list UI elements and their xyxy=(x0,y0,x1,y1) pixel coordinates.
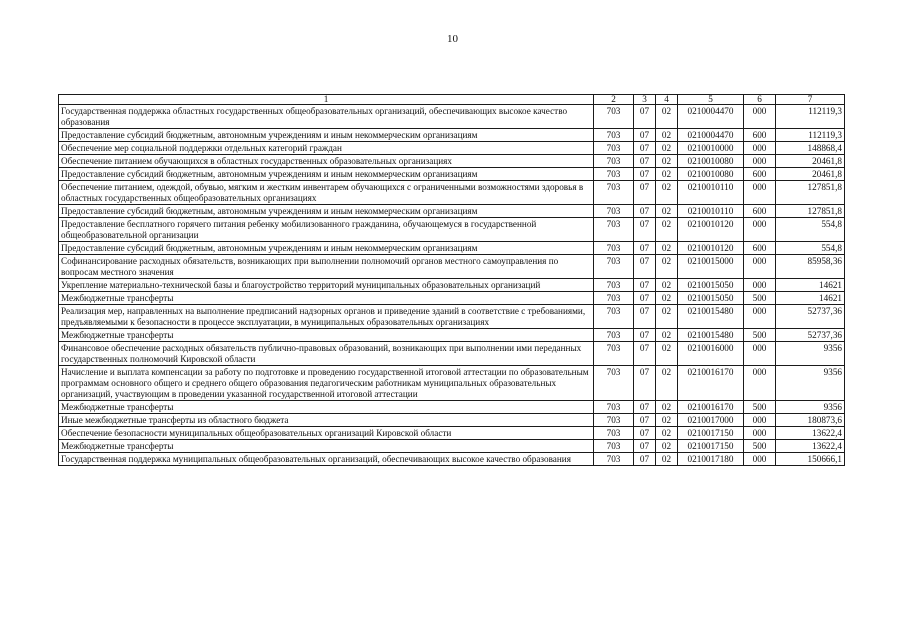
cell-amount: 14621 xyxy=(776,292,845,305)
cell-target-article: 0210010110 xyxy=(678,205,744,218)
table-row xyxy=(59,155,845,168)
cell-amount: 180873,6 xyxy=(776,414,845,427)
cell-expense-type: 600 xyxy=(744,129,776,142)
cell-subsection: 02 xyxy=(656,168,678,181)
cell-expense-type: 000 xyxy=(744,279,776,292)
cell-section: 07 xyxy=(634,305,656,329)
cell-target-article: 0210015050 xyxy=(678,292,744,305)
cell-amount: 85958,36 xyxy=(776,255,845,279)
cell-target-article: 0210010080 xyxy=(678,168,744,181)
cell-section: 07 xyxy=(634,129,656,142)
cell-name: Межбюджетные трансферты xyxy=(59,292,594,305)
table-row xyxy=(59,427,845,440)
budget-table xyxy=(58,94,845,466)
cell-amount: 148868,4 xyxy=(776,142,845,155)
cell-ministry-code: 703 xyxy=(594,181,634,205)
cell-expense-type: 000 xyxy=(744,142,776,155)
cell-expense-type: 000 xyxy=(744,414,776,427)
cell-section: 07 xyxy=(634,242,656,255)
cell-subsection: 02 xyxy=(656,218,678,242)
cell-target-article: 0210016000 xyxy=(678,342,744,366)
cell-ministry-code: 703 xyxy=(594,329,634,342)
cell-section: 07 xyxy=(634,105,656,129)
cell-section: 07 xyxy=(634,205,656,218)
table-row xyxy=(59,401,845,414)
cell-subsection: 02 xyxy=(656,279,678,292)
cell-ministry-code: 703 xyxy=(594,292,634,305)
cell-ministry-code: 703 xyxy=(594,255,634,279)
cell-expense-type: 000 xyxy=(744,305,776,329)
cell-section: 07 xyxy=(634,342,656,366)
table-row xyxy=(59,255,845,279)
table-row xyxy=(59,168,845,181)
cell-expense-type: 000 xyxy=(744,218,776,242)
cell-target-article: 0210016170 xyxy=(678,401,744,414)
cell-target-article: 0210016170 xyxy=(678,366,744,401)
cell-name: Предоставление субсидий бюджетным, автономным учреждениям и иным некоммерческим организациям xyxy=(59,129,594,142)
cell-amount: 127851,8 xyxy=(776,181,845,205)
cell-section: 07 xyxy=(634,427,656,440)
cell-amount: 13622,4 xyxy=(776,427,845,440)
table-row xyxy=(59,205,845,218)
cell-subsection: 02 xyxy=(656,401,678,414)
cell-amount: 20461,8 xyxy=(776,155,845,168)
cell-ministry-code: 703 xyxy=(594,366,634,401)
table-row xyxy=(59,329,845,342)
cell-name: Обеспечение мер социальной поддержки отдельных категорий граждан xyxy=(59,142,594,155)
cell-subsection: 02 xyxy=(656,181,678,205)
cell-subsection: 02 xyxy=(656,329,678,342)
cell-target-article: 0210010110 xyxy=(678,181,744,205)
cell-section: 07 xyxy=(634,453,656,466)
table-row xyxy=(59,342,845,366)
cell-amount: 112119,3 xyxy=(776,129,845,142)
cell-ministry-code: 703 xyxy=(594,414,634,427)
table-row xyxy=(59,142,845,155)
table-body xyxy=(59,105,845,466)
cell-expense-type: 500 xyxy=(744,292,776,305)
cell-target-article: 0210015000 xyxy=(678,255,744,279)
cell-ministry-code: 703 xyxy=(594,142,634,155)
table-row xyxy=(59,453,845,466)
header-col-3: 3 xyxy=(634,95,656,105)
cell-subsection: 02 xyxy=(656,427,678,440)
cell-name: Предоставление бесплатного горячего питания ребенку мобилизованного гражданина, обучающемуся в государственной общеобразовательной организации xyxy=(59,218,594,242)
cell-expense-type: 500 xyxy=(744,329,776,342)
cell-subsection: 02 xyxy=(656,105,678,129)
cell-ministry-code: 703 xyxy=(594,279,634,292)
cell-name: Укрепление материально-технической базы и благоустройство территорий муниципальных образовательных организаций xyxy=(59,279,594,292)
cell-section: 07 xyxy=(634,401,656,414)
cell-section: 07 xyxy=(634,414,656,427)
cell-target-article: 0210017150 xyxy=(678,440,744,453)
cell-section: 07 xyxy=(634,181,656,205)
cell-subsection: 02 xyxy=(656,292,678,305)
cell-expense-type: 600 xyxy=(744,205,776,218)
cell-subsection: 02 xyxy=(656,255,678,279)
cell-expense-type: 000 xyxy=(744,453,776,466)
table-row xyxy=(59,366,845,401)
cell-amount: 52737,36 xyxy=(776,305,845,329)
cell-name: Реализация мер, направленных на выполнение предписаний надзорных органов и приведение зданий в соответствие с требованиями, предъявляемыми к безопасности в процессе эксплуатации, в муниципальных образовательных организациях xyxy=(59,305,594,329)
cell-name: Предоставление субсидий бюджетным, автономным учреждениям и иным некоммерческим организациям xyxy=(59,205,594,218)
page-number: 10 xyxy=(447,33,458,45)
header-col-7: 7 xyxy=(776,95,845,105)
cell-section: 07 xyxy=(634,366,656,401)
cell-target-article: 0210017180 xyxy=(678,453,744,466)
cell-name: Межбюджетные трансферты xyxy=(59,329,594,342)
cell-amount: 9356 xyxy=(776,342,845,366)
cell-name: Обеспечение питанием обучающихся в областных государственных образовательных организациях xyxy=(59,155,594,168)
cell-amount: 127851,8 xyxy=(776,205,845,218)
cell-ministry-code: 703 xyxy=(594,401,634,414)
cell-target-article: 0210015480 xyxy=(678,329,744,342)
header-col-1: 1 xyxy=(59,95,594,105)
cell-ministry-code: 703 xyxy=(594,242,634,255)
cell-subsection: 02 xyxy=(656,205,678,218)
cell-subsection: 02 xyxy=(656,305,678,329)
cell-expense-type: 000 xyxy=(744,427,776,440)
cell-subsection: 02 xyxy=(656,142,678,155)
table-row xyxy=(59,414,845,427)
cell-amount: 9356 xyxy=(776,401,845,414)
cell-name: Государственная поддержка областных государственных общеобразовательных организаций, обеспечивающих высокое качество образования xyxy=(59,105,594,129)
cell-target-article: 0210010120 xyxy=(678,218,744,242)
table-row xyxy=(59,292,845,305)
cell-ministry-code: 703 xyxy=(594,129,634,142)
cell-subsection: 02 xyxy=(656,414,678,427)
cell-name: Государственная поддержка муниципальных общеобразовательных организаций, обеспечивающих высокое качество образования xyxy=(59,453,594,466)
cell-target-article: 0210010080 xyxy=(678,155,744,168)
cell-name: Обеспечение безопасности муниципальных общеобразовательных организаций Кировской области xyxy=(59,427,594,440)
cell-expense-type: 000 xyxy=(744,155,776,168)
cell-expense-type: 000 xyxy=(744,342,776,366)
cell-amount: 9356 xyxy=(776,366,845,401)
header-col-6: 6 xyxy=(744,95,776,105)
table-row xyxy=(59,105,845,129)
cell-section: 07 xyxy=(634,155,656,168)
cell-target-article: 0210015480 xyxy=(678,305,744,329)
cell-target-article: 0210010000 xyxy=(678,142,744,155)
cell-section: 07 xyxy=(634,292,656,305)
cell-amount: 14621 xyxy=(776,279,845,292)
cell-name: Предоставление субсидий бюджетным, автономным учреждениям и иным некоммерческим организациям xyxy=(59,242,594,255)
cell-section: 07 xyxy=(634,142,656,155)
table-row xyxy=(59,242,845,255)
cell-ministry-code: 703 xyxy=(594,218,634,242)
cell-name: Межбюджетные трансферты xyxy=(59,440,594,453)
header-col-2: 2 xyxy=(594,95,634,105)
cell-name: Межбюджетные трансферты xyxy=(59,401,594,414)
cell-expense-type: 000 xyxy=(744,105,776,129)
cell-amount: 13622,4 xyxy=(776,440,845,453)
cell-section: 07 xyxy=(634,329,656,342)
cell-expense-type: 500 xyxy=(744,401,776,414)
cell-expense-type: 000 xyxy=(744,181,776,205)
cell-section: 07 xyxy=(634,279,656,292)
cell-section: 07 xyxy=(634,218,656,242)
cell-name: Финансовое обеспечение расходных обязательств публично-правовых образований, возникающих при выполнении ими переданных государственных полномочий Кировской области xyxy=(59,342,594,366)
cell-target-article: 0210004470 xyxy=(678,129,744,142)
cell-amount: 554,8 xyxy=(776,242,845,255)
cell-expense-type: 600 xyxy=(744,242,776,255)
cell-section: 07 xyxy=(634,255,656,279)
cell-subsection: 02 xyxy=(656,440,678,453)
table-row xyxy=(59,218,845,242)
cell-target-article: 0210010120 xyxy=(678,242,744,255)
cell-ministry-code: 703 xyxy=(594,105,634,129)
cell-expense-type: 600 xyxy=(744,168,776,181)
cell-ministry-code: 703 xyxy=(594,440,634,453)
cell-target-article: 0210017000 xyxy=(678,414,744,427)
cell-name: Предоставление субсидий бюджетным, автономным учреждениям и иным некоммерческим организациям xyxy=(59,168,594,181)
cell-amount: 150666,1 xyxy=(776,453,845,466)
cell-expense-type: 500 xyxy=(744,440,776,453)
header-row xyxy=(59,95,845,105)
cell-ministry-code: 703 xyxy=(594,427,634,440)
cell-subsection: 02 xyxy=(656,342,678,366)
table-row xyxy=(59,129,845,142)
cell-ministry-code: 703 xyxy=(594,342,634,366)
cell-section: 07 xyxy=(634,168,656,181)
cell-ministry-code: 703 xyxy=(594,168,634,181)
cell-subsection: 02 xyxy=(656,453,678,466)
cell-name: Обеспечение питанием, одеждой, обувью, мягким и жестким инвентарем обучающихся с ограниченными возможностями здоровья в областных государственных общеобразовательных организациях xyxy=(59,181,594,205)
cell-target-article: 0210015050 xyxy=(678,279,744,292)
cell-target-article: 0210017150 xyxy=(678,427,744,440)
cell-ministry-code: 703 xyxy=(594,205,634,218)
table-row xyxy=(59,279,845,292)
cell-amount: 52737,36 xyxy=(776,329,845,342)
cell-amount: 112119,3 xyxy=(776,105,845,129)
table-row xyxy=(59,305,845,329)
cell-name: Начисление и выплата компенсации за работу по подготовке и проведению государственной итоговой аттестации по образовательным программам основного общего и среднего общего образования педагогическим работникам муниципальных образовательных организаций, участвующим в проведении указанной государственной итоговой аттестации xyxy=(59,366,594,401)
cell-ministry-code: 703 xyxy=(594,453,634,466)
cell-subsection: 02 xyxy=(656,129,678,142)
cell-subsection: 02 xyxy=(656,366,678,401)
cell-name: Иные межбюджетные трансферты из областного бюджета xyxy=(59,414,594,427)
cell-subsection: 02 xyxy=(656,242,678,255)
cell-ministry-code: 703 xyxy=(594,155,634,168)
cell-amount: 20461,8 xyxy=(776,168,845,181)
cell-section: 07 xyxy=(634,440,656,453)
table-row xyxy=(59,181,845,205)
table-row xyxy=(59,440,845,453)
cell-subsection: 02 xyxy=(656,155,678,168)
cell-amount: 554,8 xyxy=(776,218,845,242)
header-col-5: 5 xyxy=(678,95,744,105)
cell-expense-type: 000 xyxy=(744,255,776,279)
cell-target-article: 0210004470 xyxy=(678,105,744,129)
cell-expense-type: 000 xyxy=(744,366,776,401)
header-col-4: 4 xyxy=(656,95,678,105)
cell-name: Софинансирование расходных обязательств, возникающих при выполнении полномочий органов местного самоуправления по вопросам местного значения xyxy=(59,255,594,279)
cell-ministry-code: 703 xyxy=(594,305,634,329)
